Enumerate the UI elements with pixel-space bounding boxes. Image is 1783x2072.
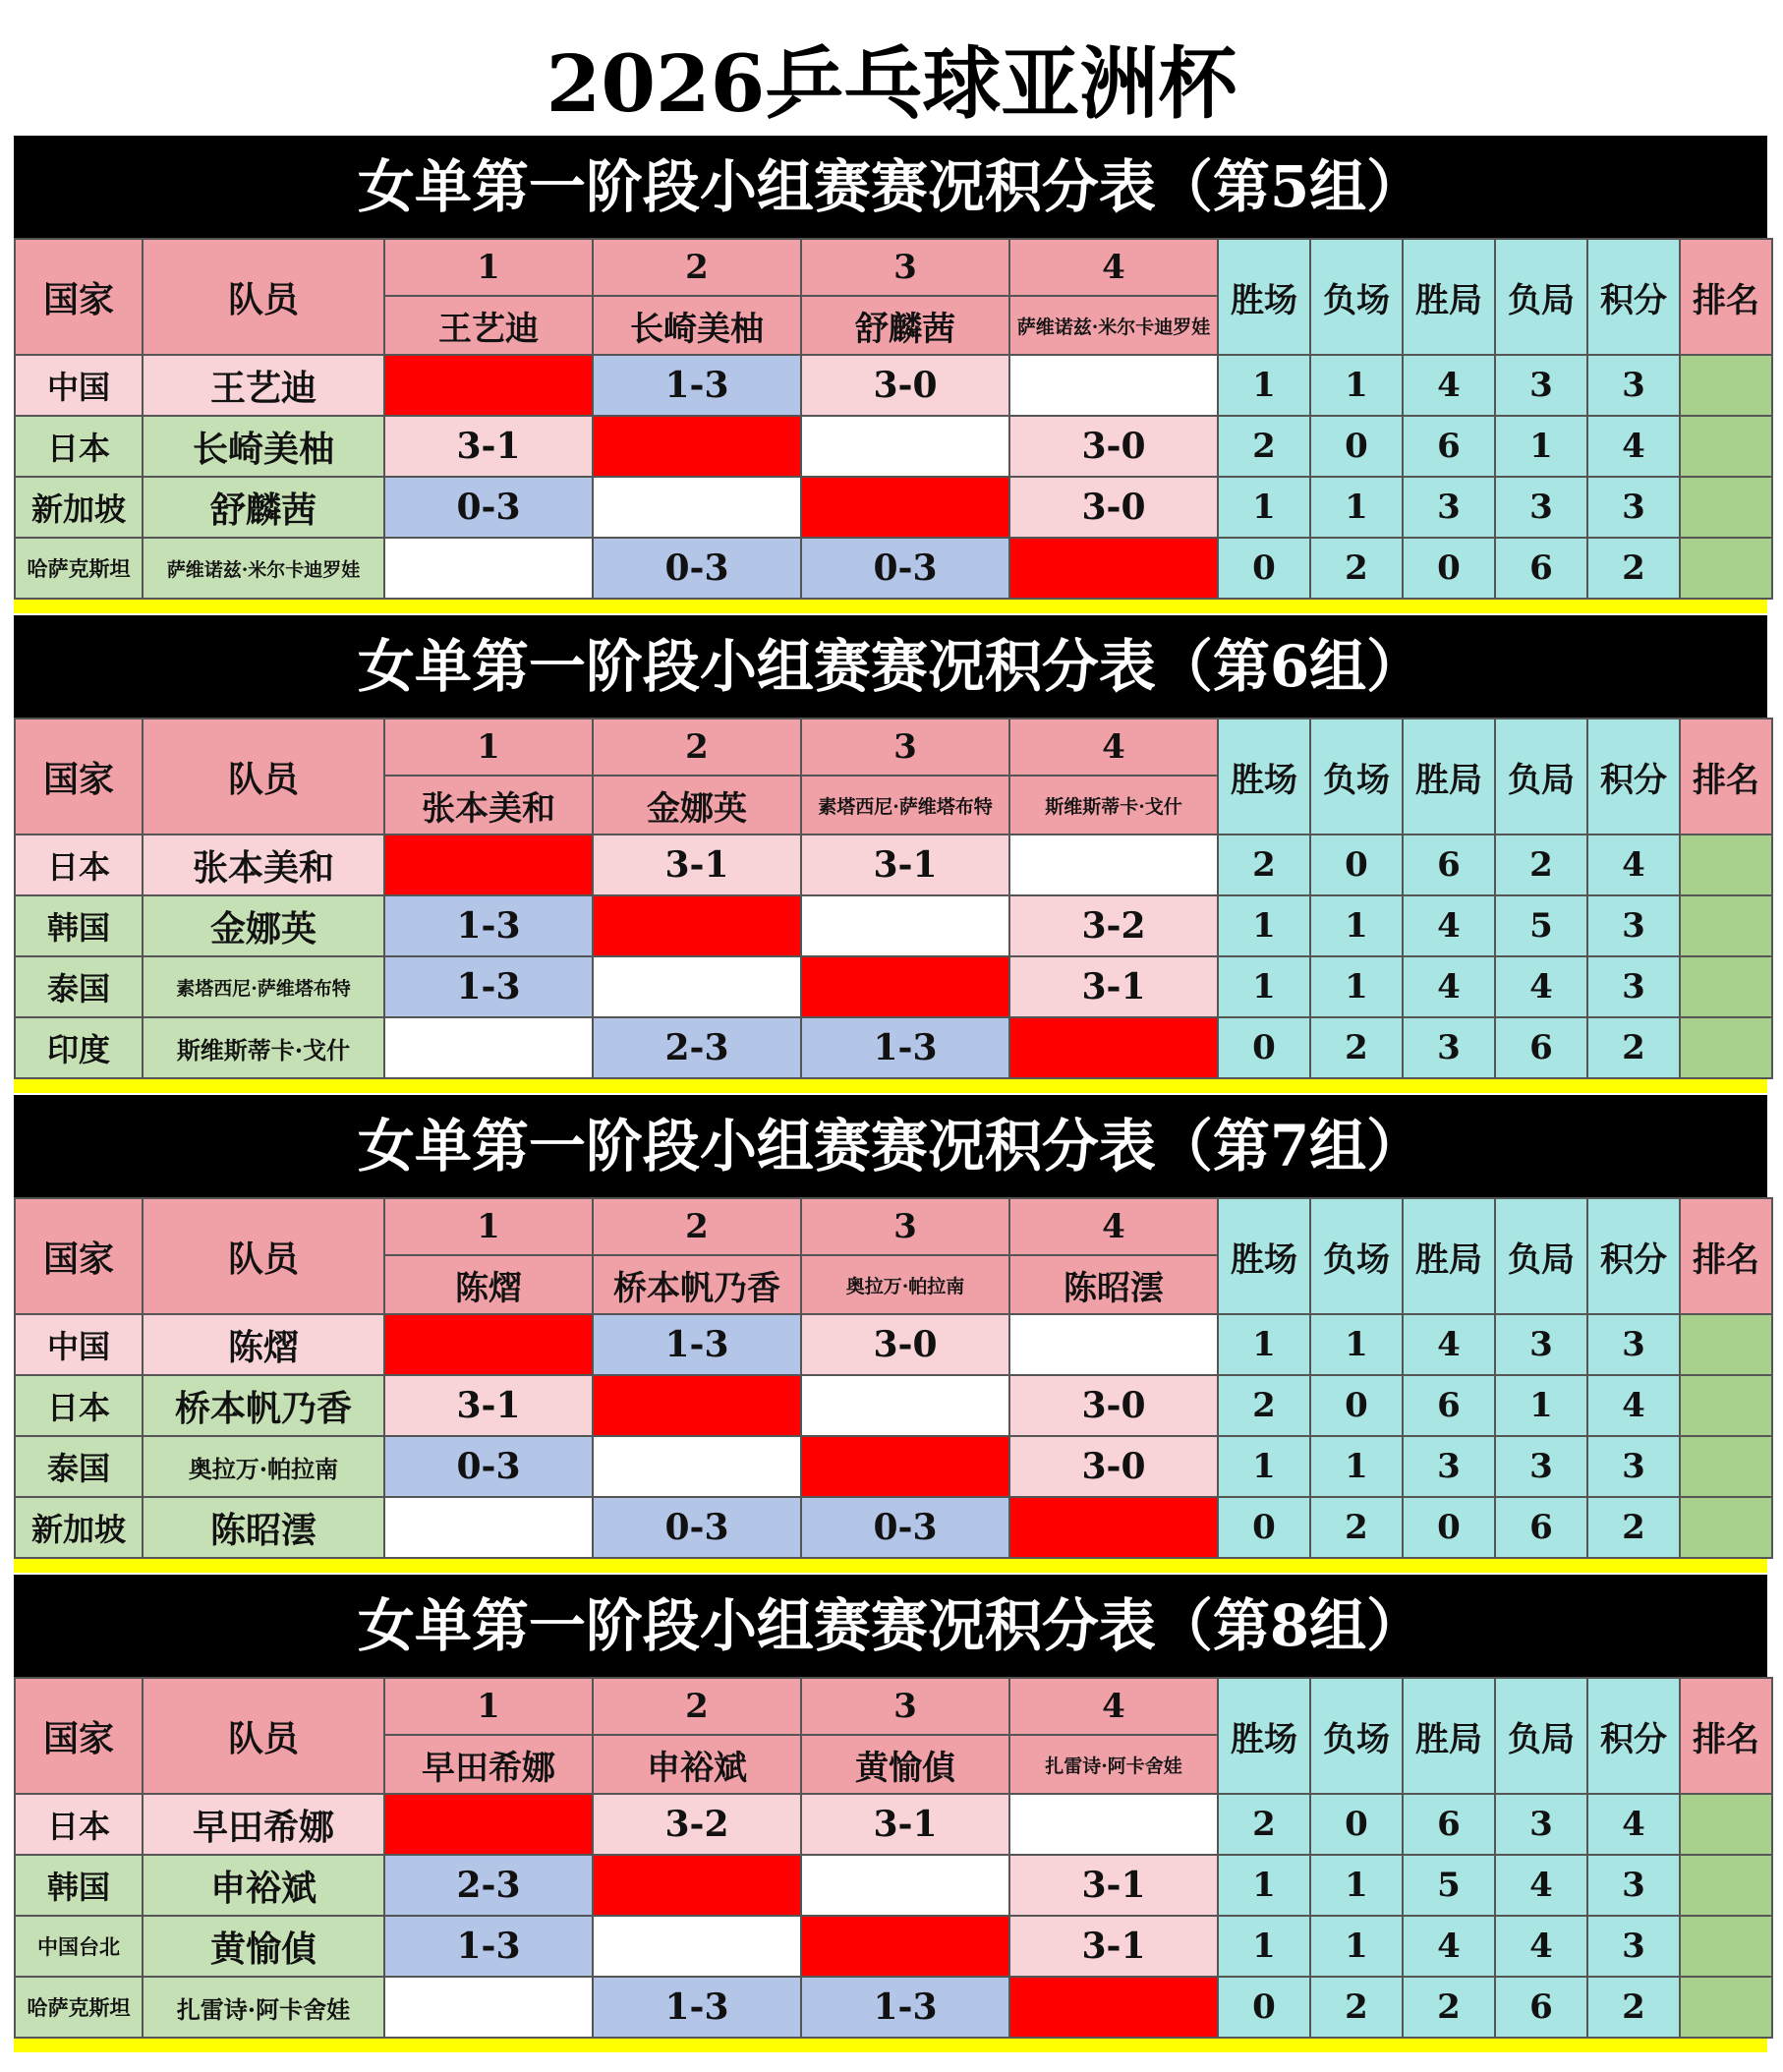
country-cell: 泰国 [15, 956, 143, 1017]
stat-cell: 0 [1310, 1794, 1403, 1855]
opponent-name: 长崎美柚 [593, 296, 801, 355]
stat-cell: 2 [1310, 1017, 1403, 1078]
country-cell: 新加坡 [15, 477, 143, 538]
group-title: 女单第一阶段小组赛赛况积分表（第5组） [14, 136, 1767, 238]
opponent-name: 申裕斌 [593, 1735, 801, 1794]
stat-header: 积分 [1587, 1678, 1680, 1794]
stat-cell: 2 [1587, 538, 1680, 599]
table-row [15, 1794, 1772, 1855]
stat-cell: 4 [1403, 1916, 1495, 1977]
yellow-divider [14, 600, 1767, 613]
stat-cell: 1 [1310, 1916, 1403, 1977]
stat-cell: 1 [1218, 1855, 1310, 1916]
country-cell: 印度 [15, 1017, 143, 1078]
stat-cell: 4 [1495, 1916, 1587, 1977]
stat-header: 积分 [1587, 1198, 1680, 1314]
opponent-number: 1 [384, 1678, 593, 1735]
win-result-cell: 3-0 [801, 1314, 1009, 1375]
win-result-cell: 3-2 [1009, 895, 1218, 956]
group-table [14, 1575, 1767, 2052]
empty-result-cell [593, 956, 801, 1017]
rank-header: 排名 [1680, 239, 1772, 355]
stat-cell: 3 [1587, 895, 1680, 956]
self-match-cell [801, 477, 1009, 538]
stat-header: 负场 [1310, 239, 1403, 355]
page-title: 2026乒乓球亚洲杯 [546, 37, 1237, 130]
opponent-name: 金娜英 [593, 776, 801, 835]
stat-cell: 2 [1218, 1794, 1310, 1855]
stat-header: 负场 [1310, 719, 1403, 835]
country-cell: 中国台北 [15, 1916, 143, 1977]
opponent-number: 3 [801, 1198, 1009, 1255]
stat-header: 积分 [1587, 719, 1680, 835]
rank-cell [1680, 1497, 1772, 1558]
opponent-name: 奥拉万·帕拉南 [801, 1255, 1009, 1314]
loss-result-cell: 1-3 [593, 355, 801, 416]
stat-cell: 1 [1218, 956, 1310, 1017]
stat-cell: 1 [1310, 956, 1403, 1017]
rank-cell [1680, 1794, 1772, 1855]
stat-cell: 4 [1403, 1314, 1495, 1375]
player-header: 队员 [143, 239, 384, 355]
loss-result-cell: 0-3 [593, 538, 801, 599]
loss-result-cell: 1-3 [384, 1916, 593, 1977]
stat-cell: 3 [1495, 1794, 1587, 1855]
player-header: 队员 [143, 1678, 384, 1794]
self-match-cell [1009, 1497, 1218, 1558]
stat-cell: 0 [1218, 1977, 1310, 2038]
stat-cell: 3 [1587, 1855, 1680, 1916]
stat-cell: 6 [1403, 1375, 1495, 1436]
loss-result-cell: 0-3 [593, 1497, 801, 1558]
stat-cell: 0 [1403, 538, 1495, 599]
stat-cell: 2 [1218, 416, 1310, 477]
stat-cell: 6 [1403, 1794, 1495, 1855]
stat-cell: 0 [1218, 1017, 1310, 1078]
stat-cell: 6 [1495, 1017, 1587, 1078]
stat-cell: 3 [1587, 1916, 1680, 1977]
stat-cell: 4 [1495, 1855, 1587, 1916]
empty-result-cell [1009, 835, 1218, 895]
loss-result-cell: 1-3 [593, 1977, 801, 2038]
empty-result-cell [384, 1017, 593, 1078]
self-match-cell [384, 355, 593, 416]
stat-header: 负场 [1310, 1198, 1403, 1314]
opponent-number: 1 [384, 239, 593, 296]
opponent-number: 2 [593, 1678, 801, 1735]
stat-cell: 1 [1218, 355, 1310, 416]
standings-table [14, 718, 1773, 1079]
stat-cell: 6 [1495, 1497, 1587, 1558]
country-cell: 新加坡 [15, 1497, 143, 1558]
opponent-name: 张本美和 [384, 776, 593, 835]
table-row [15, 1977, 1772, 2038]
stat-cell: 3 [1495, 477, 1587, 538]
country-cell: 泰国 [15, 1436, 143, 1497]
stat-header: 负局 [1495, 239, 1587, 355]
opponent-name: 早田希娜 [384, 1735, 593, 1794]
stat-cell: 6 [1403, 835, 1495, 895]
stat-cell: 0 [1310, 416, 1403, 477]
stat-cell: 3 [1587, 956, 1680, 1017]
stat-cell: 1 [1218, 477, 1310, 538]
loss-result-cell: 0-3 [384, 1436, 593, 1497]
opponent-name: 扎雷诗·阿卡舍娃 [1009, 1735, 1218, 1794]
win-result-cell: 3-1 [1009, 1916, 1218, 1977]
empty-result-cell [384, 1977, 593, 2038]
empty-result-cell [384, 538, 593, 599]
stat-cell: 1 [1218, 1916, 1310, 1977]
group-table [14, 615, 1767, 1093]
opponent-number: 2 [593, 719, 801, 776]
self-match-cell [593, 1855, 801, 1916]
win-result-cell: 3-1 [593, 835, 801, 895]
opponent-name: 黄愉偵 [801, 1735, 1009, 1794]
table-row [15, 1017, 1772, 1078]
stat-cell: 1 [1218, 895, 1310, 956]
rank-cell [1680, 1017, 1772, 1078]
empty-result-cell [801, 895, 1009, 956]
self-match-cell [801, 1436, 1009, 1497]
stat-cell: 2 [1403, 1977, 1495, 2038]
stat-cell: 3 [1587, 1436, 1680, 1497]
country-cell: 韩国 [15, 895, 143, 956]
rank-header: 排名 [1680, 1198, 1772, 1314]
stat-cell: 4 [1587, 835, 1680, 895]
win-result-cell: 3-2 [593, 1794, 801, 1855]
opponent-name: 萨维诺兹·米尔卡迪罗娃 [1009, 296, 1218, 355]
table-row [15, 416, 1772, 477]
self-match-cell [593, 416, 801, 477]
standings-table [14, 1677, 1773, 2039]
stat-cell: 6 [1495, 538, 1587, 599]
country-cell: 日本 [15, 1375, 143, 1436]
stat-cell: 5 [1403, 1855, 1495, 1916]
rank-cell [1680, 416, 1772, 477]
country-cell: 韩国 [15, 1855, 143, 1916]
opponent-name: 陈昭澐 [1009, 1255, 1218, 1314]
opponent-number: 4 [1009, 1678, 1218, 1735]
country-header: 国家 [15, 1678, 143, 1794]
empty-result-cell [801, 416, 1009, 477]
rank-cell [1680, 835, 1772, 895]
stat-header: 胜局 [1403, 1678, 1495, 1794]
stat-cell: 0 [1218, 1497, 1310, 1558]
opponent-number: 1 [384, 719, 593, 776]
yellow-divider [14, 1559, 1767, 1573]
empty-result-cell [384, 1497, 593, 1558]
loss-result-cell: 1-3 [801, 1017, 1009, 1078]
stat-cell: 3 [1403, 477, 1495, 538]
opponent-number: 1 [384, 1198, 593, 1255]
self-match-cell [801, 956, 1009, 1017]
stat-cell: 1 [1310, 1436, 1403, 1497]
empty-result-cell [593, 477, 801, 538]
player-header: 队员 [143, 1198, 384, 1314]
stat-cell: 1 [1218, 1436, 1310, 1497]
empty-result-cell [593, 1916, 801, 1977]
stat-header: 胜场 [1218, 1198, 1310, 1314]
stat-cell: 1 [1310, 1855, 1403, 1916]
rank-cell [1680, 1314, 1772, 1375]
header-row [15, 1678, 1772, 1735]
opponent-number: 2 [593, 1198, 801, 1255]
player-cell: 申裕斌 [143, 1855, 384, 1916]
stat-cell: 6 [1403, 416, 1495, 477]
group-table [14, 1095, 1767, 1573]
stat-cell: 5 [1495, 895, 1587, 956]
opponent-name: 舒麟茜 [801, 296, 1009, 355]
loss-result-cell: 1-3 [801, 1977, 1009, 2038]
stat-header: 负局 [1495, 1678, 1587, 1794]
group-title: 女单第一阶段小组赛赛况积分表（第8组） [14, 1575, 1767, 1677]
rank-cell [1680, 1375, 1772, 1436]
yellow-divider [14, 1079, 1767, 1093]
country-cell: 中国 [15, 355, 143, 416]
rank-cell [1680, 895, 1772, 956]
self-match-cell [593, 1375, 801, 1436]
loss-result-cell: 1-3 [384, 956, 593, 1017]
stat-cell: 2 [1218, 1375, 1310, 1436]
self-match-cell [1009, 1977, 1218, 2038]
stat-cell: 1 [1310, 1314, 1403, 1375]
country-cell: 日本 [15, 1794, 143, 1855]
stat-header: 胜场 [1218, 239, 1310, 355]
player-cell: 陈昭澐 [143, 1497, 384, 1558]
header-row [15, 719, 1772, 776]
group-title: 女单第一阶段小组赛赛况积分表（第6组） [14, 615, 1767, 718]
self-match-cell [384, 1794, 593, 1855]
player-cell: 黄愉偵 [143, 1916, 384, 1977]
standings-table [14, 1197, 1773, 1559]
stat-cell: 2 [1587, 1977, 1680, 2038]
stat-cell: 2 [1310, 1977, 1403, 2038]
loss-result-cell: 1-3 [384, 895, 593, 956]
stat-cell: 1 [1495, 1375, 1587, 1436]
stat-header: 胜局 [1403, 239, 1495, 355]
stat-cell: 2 [1495, 835, 1587, 895]
table-row [15, 1436, 1772, 1497]
stat-cell: 1 [1218, 1314, 1310, 1375]
country-cell: 哈萨克斯坦 [15, 538, 143, 599]
opponent-number: 2 [593, 239, 801, 296]
stat-cell: 1 [1310, 355, 1403, 416]
stat-cell: 0 [1310, 835, 1403, 895]
player-cell: 长崎美柚 [143, 416, 384, 477]
player-cell: 萨维诺兹·米尔卡迪罗娃 [143, 538, 384, 599]
table-row [15, 1497, 1772, 1558]
stat-header: 胜局 [1403, 719, 1495, 835]
rank-cell [1680, 355, 1772, 416]
stat-cell: 4 [1587, 1375, 1680, 1436]
loss-result-cell: 1-3 [593, 1314, 801, 1375]
player-cell: 奥拉万·帕拉南 [143, 1436, 384, 1497]
win-result-cell: 3-0 [1009, 1375, 1218, 1436]
win-result-cell: 3-1 [801, 1794, 1009, 1855]
stat-cell: 0 [1403, 1497, 1495, 1558]
table-row [15, 477, 1772, 538]
stat-header: 积分 [1587, 239, 1680, 355]
yellow-divider [14, 2039, 1767, 2052]
stat-cell: 0 [1310, 1375, 1403, 1436]
win-result-cell: 3-0 [1009, 477, 1218, 538]
self-match-cell [384, 1314, 593, 1375]
win-result-cell: 3-1 [801, 835, 1009, 895]
win-result-cell: 3-0 [801, 355, 1009, 416]
stat-cell: 3 [1587, 477, 1680, 538]
rank-cell [1680, 1855, 1772, 1916]
opponent-number: 3 [801, 719, 1009, 776]
player-cell: 金娜英 [143, 895, 384, 956]
standings-table [14, 238, 1773, 600]
rank-header: 排名 [1680, 719, 1772, 835]
stat-cell: 4 [1403, 956, 1495, 1017]
table-row [15, 1916, 1772, 1977]
player-cell: 张本美和 [143, 835, 384, 895]
stat-cell: 3 [1587, 355, 1680, 416]
stat-cell: 3 [1403, 1436, 1495, 1497]
table-row [15, 835, 1772, 895]
rank-cell [1680, 1916, 1772, 1977]
stat-header: 负局 [1495, 1198, 1587, 1314]
opponent-name: 桥本帆乃香 [593, 1255, 801, 1314]
stat-cell: 3 [1403, 1017, 1495, 1078]
player-cell: 早田希娜 [143, 1794, 384, 1855]
self-match-cell [593, 895, 801, 956]
country-cell: 哈萨克斯坦 [15, 1977, 143, 2038]
country-cell: 日本 [15, 835, 143, 895]
group-table [14, 136, 1767, 613]
country-header: 国家 [15, 719, 143, 835]
player-cell: 素塔西尼·萨维塔布特 [143, 956, 384, 1017]
header-row [15, 1198, 1772, 1255]
table-row [15, 1375, 1772, 1436]
stat-header: 负场 [1310, 1678, 1403, 1794]
table-row [15, 956, 1772, 1017]
win-result-cell: 3-0 [1009, 416, 1218, 477]
stat-cell: 0 [1218, 538, 1310, 599]
empty-result-cell [801, 1375, 1009, 1436]
win-result-cell: 3-1 [1009, 1855, 1218, 1916]
stat-cell: 6 [1495, 1977, 1587, 2038]
stat-cell: 1 [1495, 416, 1587, 477]
win-result-cell: 3-1 [1009, 956, 1218, 1017]
stat-cell: 1 [1310, 477, 1403, 538]
table-row [15, 1855, 1772, 1916]
stat-cell: 4 [1587, 1794, 1680, 1855]
player-header: 队员 [143, 719, 384, 835]
win-result-cell: 3-0 [1009, 1436, 1218, 1497]
stat-cell: 3 [1495, 355, 1587, 416]
stat-cell: 4 [1587, 416, 1680, 477]
loss-result-cell: 0-3 [384, 477, 593, 538]
stat-cell: 3 [1495, 1314, 1587, 1375]
loss-result-cell: 2-3 [384, 1855, 593, 1916]
rank-cell [1680, 956, 1772, 1017]
country-header: 国家 [15, 1198, 143, 1314]
player-cell: 桥本帆乃香 [143, 1375, 384, 1436]
stat-cell: 2 [1218, 835, 1310, 895]
country-cell: 中国 [15, 1314, 143, 1375]
stat-cell: 2 [1587, 1497, 1680, 1558]
rank-header: 排名 [1680, 1678, 1772, 1794]
rank-cell [1680, 1436, 1772, 1497]
stat-header: 胜局 [1403, 1198, 1495, 1314]
stat-cell: 4 [1403, 895, 1495, 956]
empty-result-cell [593, 1436, 801, 1497]
self-match-cell [801, 1916, 1009, 1977]
stat-cell: 4 [1403, 355, 1495, 416]
self-match-cell [1009, 538, 1218, 599]
player-cell: 舒麟茜 [143, 477, 384, 538]
opponent-number: 4 [1009, 239, 1218, 296]
opponent-number: 3 [801, 239, 1009, 296]
stat-cell: 3 [1495, 1436, 1587, 1497]
stat-cell: 1 [1310, 895, 1403, 956]
header-row [15, 239, 1772, 296]
stat-cell: 4 [1495, 956, 1587, 1017]
rank-cell [1680, 538, 1772, 599]
empty-result-cell [1009, 1314, 1218, 1375]
opponent-name: 素塔西尼·萨维塔布特 [801, 776, 1009, 835]
opponent-name: 陈熠 [384, 1255, 593, 1314]
stat-header: 胜场 [1218, 1678, 1310, 1794]
opponent-number: 3 [801, 1678, 1009, 1735]
table-row [15, 538, 1772, 599]
country-cell: 日本 [15, 416, 143, 477]
empty-result-cell [1009, 1794, 1218, 1855]
self-match-cell [1009, 1017, 1218, 1078]
stat-header: 胜场 [1218, 719, 1310, 835]
stat-header: 负局 [1495, 719, 1587, 835]
opponent-number: 4 [1009, 1198, 1218, 1255]
stat-cell: 2 [1310, 1497, 1403, 1558]
loss-result-cell: 2-3 [593, 1017, 801, 1078]
loss-result-cell: 0-3 [801, 1497, 1009, 1558]
empty-result-cell [1009, 355, 1218, 416]
player-cell: 陈熠 [143, 1314, 384, 1375]
opponent-name: 王艺迪 [384, 296, 593, 355]
loss-result-cell: 0-3 [801, 538, 1009, 599]
stat-cell: 2 [1310, 538, 1403, 599]
player-cell: 斯维斯蒂卡·戈什 [143, 1017, 384, 1078]
opponent-number: 4 [1009, 719, 1218, 776]
rank-cell [1680, 1977, 1772, 2038]
table-row [15, 1314, 1772, 1375]
table-row [15, 895, 1772, 956]
opponent-name: 斯维斯蒂卡·戈什 [1009, 776, 1218, 835]
win-result-cell: 3-1 [384, 1375, 593, 1436]
country-header: 国家 [15, 239, 143, 355]
table-row [15, 355, 1772, 416]
player-cell: 扎雷诗·阿卡舍娃 [143, 1977, 384, 2038]
self-match-cell [384, 835, 593, 895]
rank-cell [1680, 477, 1772, 538]
group-title: 女单第一阶段小组赛赛况积分表（第7组） [14, 1095, 1767, 1197]
stat-cell: 2 [1587, 1017, 1680, 1078]
empty-result-cell [801, 1855, 1009, 1916]
player-cell: 王艺迪 [143, 355, 384, 416]
win-result-cell: 3-1 [384, 416, 593, 477]
stat-cell: 3 [1587, 1314, 1680, 1375]
